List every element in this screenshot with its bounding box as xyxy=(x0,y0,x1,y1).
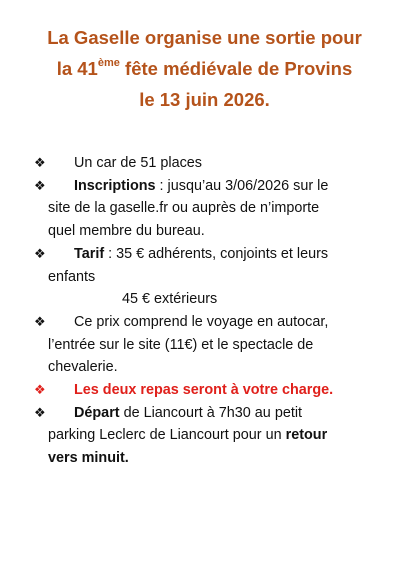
tarif-exterieurs: 45 € extérieurs xyxy=(122,291,218,308)
info-list xyxy=(34,152,386,470)
list-item-car: ❖ Un car de 51 places xyxy=(34,152,386,175)
list-item-inscriptions: ❖ Inscriptions : jusqu’au 3/06/2026 sur le site de la gaselle.fr ou auprès de n’importe quel membre du bureau. xyxy=(34,175,386,243)
list-item-depart: ❖ Départ de Liancourt à 7h30 au petit parking Leclerc de Liancourt pour un retour vers minuit. xyxy=(34,402,386,470)
tarif-label: Tarif xyxy=(74,245,105,262)
diamond-bullet-icon: ❖ xyxy=(34,382,46,398)
flyer-title xyxy=(0,22,409,115)
list-item-repas: ❖ Les deux repas seront à votre charge. xyxy=(34,379,386,402)
depart-label: Départ xyxy=(74,404,120,421)
diamond-bullet-icon: ❖ xyxy=(34,177,46,193)
diamond-bullet-icon: ❖ xyxy=(34,313,46,329)
diamond-bullet-icon: ❖ xyxy=(34,245,46,261)
inscriptions-label: Inscriptions xyxy=(74,177,156,194)
ordinal-suffix: ème xyxy=(97,56,120,69)
diamond-bullet-icon: ❖ xyxy=(34,155,46,170)
title-line-2: la 41ème fête médiévale de Provins xyxy=(56,56,353,79)
title-line-1: La Gaselle organise une sortie pour xyxy=(47,27,362,48)
list-item-tarif: ❖ Tarif : 35 € adhérents, conjoints et leurs enfants 45 € extérieurs xyxy=(34,243,386,311)
list-item-prix: ❖ Ce prix comprend le voyage en autocar, l’entrée sur le site (11€) et le spectacle de chevalerie. xyxy=(34,311,386,379)
diamond-bullet-icon: ❖ xyxy=(34,404,46,420)
title-line-3: le 13 juin 2026. xyxy=(139,89,270,110)
